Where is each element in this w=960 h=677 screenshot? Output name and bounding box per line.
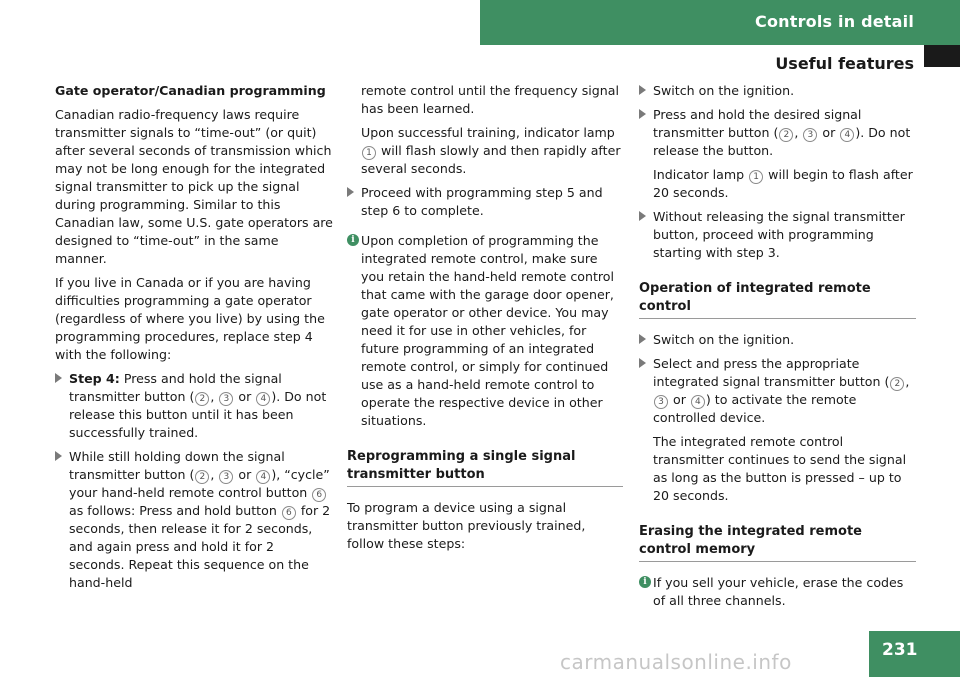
list-item <box>639 331 916 349</box>
paragraph: If you live in Canada or if you are having difficulties programming a gate operator (regardless of where you live) by using the programming procedures, replace step 4 with the following: <box>55 275 325 362</box>
arrow-right-icon <box>639 334 646 344</box>
note-text: If you sell your vehicle, erase the codes of all three channels. <box>653 575 904 608</box>
watermark: carmanualsonline.info <box>560 650 792 674</box>
text: , <box>210 389 219 404</box>
text: for 2 seconds, then release it for 2 seconds, and again press and hold it for 2 seconds. Repeat this sequence on the hand-held <box>69 503 331 590</box>
paragraph <box>639 166 916 202</box>
header-bar <box>480 0 960 45</box>
button-3-marker: 3 <box>219 470 233 484</box>
paragraph: remote control until the frequency signal has been learned. <box>361 83 619 116</box>
text: as follows: Press and hold button <box>69 503 281 518</box>
text: will begin to flash after 20 seconds. <box>653 167 913 200</box>
button-2-marker: 2 <box>779 128 793 142</box>
text: ), “cycle” your hand-held remote control button <box>69 467 330 500</box>
button-2-marker: 2 <box>890 377 904 391</box>
indicator-lamp-1-marker: 1 <box>362 146 376 160</box>
text: ) to activate the remote controlled device. <box>653 392 857 425</box>
list-item <box>639 208 916 262</box>
text: Indicator lamp <box>653 167 749 182</box>
section-heading-erasing: Erasing the integrated remote control memory <box>639 523 916 562</box>
text: or <box>234 389 256 404</box>
text: While still holding down the signal transmitter button ( <box>69 449 285 482</box>
page-number-box <box>869 631 960 677</box>
arrow-right-icon <box>55 373 62 383</box>
info-icon: i <box>347 234 359 246</box>
column-1 <box>55 82 333 598</box>
text: will flash slowly and then rapidly after several seconds. <box>361 143 621 176</box>
arrow-right-icon <box>639 211 646 221</box>
info-note <box>347 232 623 430</box>
text: Switch on the ignition. <box>653 83 795 98</box>
text: or <box>818 125 840 140</box>
header-title: Controls in detail <box>755 12 914 31</box>
list-item-cycle <box>55 448 333 592</box>
text: Press and hold the desired signal transmitter button ( <box>653 107 862 140</box>
section-heading-reprogramming: Reprogramming a single signal transmitter button <box>347 448 623 487</box>
text: , <box>794 125 803 140</box>
list-item <box>639 355 916 427</box>
header-marker <box>924 45 960 67</box>
step-label: Step 4: <box>69 371 120 386</box>
text: Press and hold the signal transmitter button ( <box>69 371 282 404</box>
column-2 <box>347 82 623 559</box>
text: Select and press the appropriate integrated signal transmitter button ( <box>653 356 890 389</box>
arrow-right-icon <box>639 85 646 95</box>
arrow-right-icon <box>639 109 646 119</box>
heading-gate-operator: Gate operator/Canadian programming <box>55 83 326 98</box>
text: Without releasing the signal transmitter button, proceed with programming starting with step 3. <box>653 209 905 260</box>
note-text: Upon completion of programming the integrated remote control, make sure you retain the hand-held remote control that came with the garage door opener, gate operator or other device. You may need it for use in other vehicles, for future programming of an integrated remote control, or simply for continued use as a hand-held remote control to operate the respective device in other situations. <box>361 233 615 428</box>
list-item <box>639 82 916 100</box>
arrow-right-icon <box>639 358 646 368</box>
paragraph: To program a device using a signal transmitter button previously trained, follow these steps: <box>347 500 586 551</box>
button-4-marker: 4 <box>256 392 270 406</box>
paragraph <box>347 124 623 178</box>
list-item <box>347 184 623 220</box>
button-4-marker: 4 <box>840 128 854 142</box>
page-number: 231 <box>882 640 918 660</box>
button-6-marker: 6 <box>312 488 326 502</box>
text: or <box>669 392 690 407</box>
text: Switch on the ignition. <box>653 332 795 347</box>
button-4-marker: 4 <box>691 395 705 409</box>
list-item <box>639 106 916 160</box>
text: ). Do not release the button. <box>653 125 911 158</box>
paragraph: The integrated remote control transmitter continues to send the signal as long as the button is pressed – up to 20 seconds. <box>653 434 907 503</box>
header-subtitle: Useful features <box>775 54 914 73</box>
button-2-marker: 2 <box>195 392 209 406</box>
button-3-marker: 3 <box>219 392 233 406</box>
indicator-lamp-1-marker: 1 <box>749 170 763 184</box>
info-icon: i <box>639 576 651 588</box>
text: Proceed with programming step 5 and step 6 to complete. <box>361 185 603 218</box>
arrow-right-icon <box>55 451 62 461</box>
section-heading-operation: Operation of integrated remote control <box>639 280 916 319</box>
button-2-marker: 2 <box>195 470 209 484</box>
text: Upon successful training, indicator lamp <box>361 125 615 140</box>
paragraph: Canadian radio-frequency laws require transmitter signals to “time-out” (or quit) after several seconds of transmission which may not be long enough for the integrated signal transmitter to pick up the signal during programming. Similar to this Canadian law, some U.S. gate operators are designed to “time-out” in the same manner. <box>55 107 333 266</box>
list-item-step-4 <box>55 370 333 442</box>
arrow-right-icon <box>347 187 354 197</box>
button-6-marker: 6 <box>282 506 296 520</box>
button-3-marker: 3 <box>654 395 668 409</box>
button-3-marker: 3 <box>803 128 817 142</box>
text: , <box>905 374 910 389</box>
text: ). Do not release this button until it has been successfully trained. <box>69 389 327 440</box>
text: or <box>234 467 256 482</box>
button-4-marker: 4 <box>256 470 270 484</box>
column-3 <box>639 82 916 616</box>
text: , <box>210 467 219 482</box>
info-note <box>639 574 916 610</box>
